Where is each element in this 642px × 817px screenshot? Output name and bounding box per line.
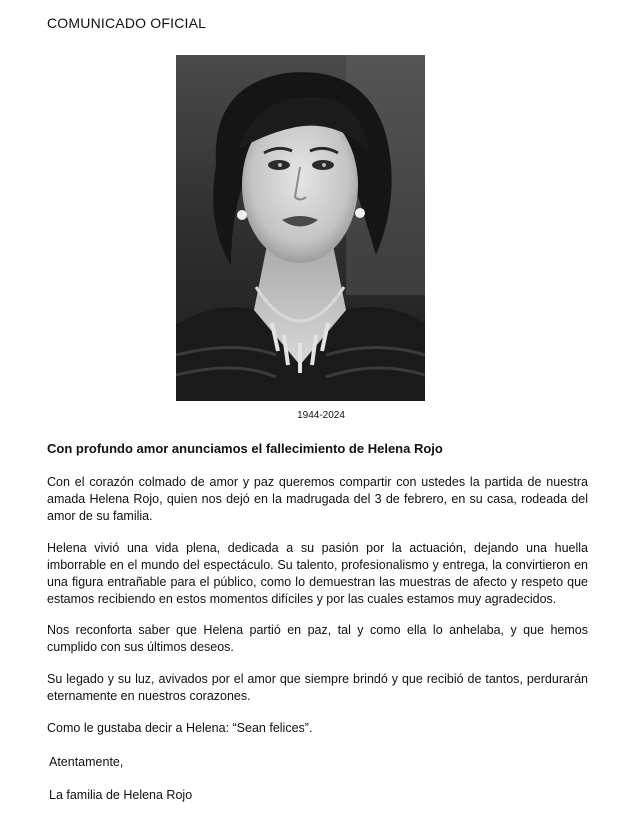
paragraph-legacy: Su legado y su luz, avivados por el amor que siempre brindó y que recibió de tantos, perdurarán eternamente en nuestros corazones.	[47, 672, 588, 703]
photo-caption-years: 1944-2024	[297, 410, 345, 421]
closing-line: Atentamente,	[49, 755, 124, 769]
paragraph-announcement: Con el corazón colmado de amor y paz queremos compartir con ustedes la partida de nuestra amada Helena Rojo, quien nos dejó en la madrugada del 3 de febrero, en su casa, rodeada del amor de su familia.	[47, 475, 588, 523]
document-header: COMUNICADO OFICIAL	[47, 15, 207, 31]
paragraph-peace: Nos reconforta saber que Helena partió en paz, tal y como ella lo anhelaba, y que hemos cumplido con sus últimos deseos.	[47, 623, 588, 654]
portrait-photo	[176, 55, 425, 401]
signature-line: La familia de Helena Rojo	[49, 788, 193, 802]
headline: Con profundo amor anunciamos el fallecimiento de Helena Rojo	[47, 441, 443, 456]
paragraph-career: Helena vivió una vida plena, dedicada a su pasión por la actuación, dejando una huella imborrable en el mundo del espectáculo. Su talento, profesionalismo y entrega, la convirtieron en una figura entrañable para el público, como lo demuestran las muestras de afecto y respeto que estamos recibiendo en estos momentos difíciles y por las cuales estamos muy agradecidos.	[47, 541, 588, 606]
paragraph-quote: Como le gustaba decir a Helena: “Sean felices”.	[47, 721, 313, 735]
